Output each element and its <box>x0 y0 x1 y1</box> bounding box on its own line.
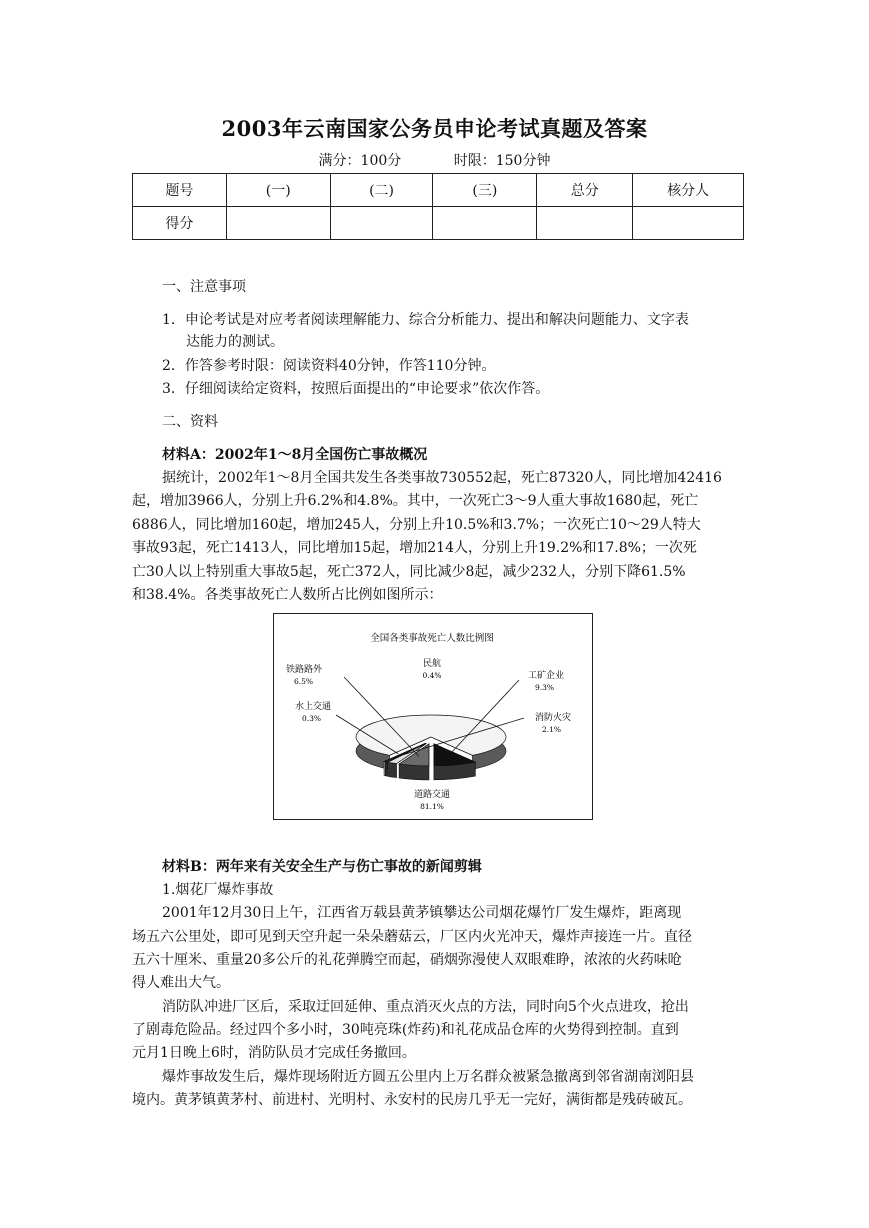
score-header-cell: (一) <box>226 174 330 207</box>
material-b-line: 得人难出大气。 <box>132 975 230 991</box>
chart-title: 全国各类事故死亡人数比例图 <box>370 633 494 644</box>
notice-heading: 一、注意事项 <box>162 279 246 295</box>
pie-value-label: 2.1% <box>541 725 561 734</box>
pie-value-label: 6.5% <box>294 677 314 686</box>
pie-value-label: 0.3% <box>301 714 321 723</box>
notice-item-3: 3．仔细阅读给定资料，按照后面提出的“申论要求”依次作答。 <box>162 381 550 397</box>
score-cell[interactable] <box>633 207 744 240</box>
material-b-line: 了剧毒危险品。经过四个多小时，30吨亮珠(炸药)和礼花成品仓库的火势得到控制。直到 <box>132 1022 679 1038</box>
pie-category-label: 民航 <box>422 659 442 669</box>
score-cell[interactable] <box>433 207 537 240</box>
pie-value-label: 9.3% <box>534 683 554 692</box>
pie-category-label: 水上交通 <box>294 702 331 712</box>
pie-category-label: 消防火灾 <box>534 713 571 723</box>
score-row-label: 得分 <box>133 207 227 240</box>
score-table <box>132 173 744 240</box>
material-a-line: 亡30人以上特别重大事故5起，死亡372人，同比减少8起，减少232人，分别下降61.5% <box>132 564 686 580</box>
material-b-line: 消防队冲进厂区后，采取迂回延伸、重点消灭火点的方法，同时向5个火点进攻，抢出 <box>162 999 689 1015</box>
score-header-cell: 核分人 <box>633 174 744 207</box>
pie-category-label: 铁路路外 <box>286 665 323 675</box>
score-table-score-row <box>133 207 744 240</box>
full-score: 满分：100分 <box>318 153 402 169</box>
material-b-line: 2001年12月30日上午，江西省万载县黄茅镇攀达公司烟花爆竹厂发生爆炸，距离现 <box>162 905 682 921</box>
score-cell[interactable] <box>330 207 433 240</box>
score-header-cell: 总分 <box>537 174 633 207</box>
material-a-line: 据统计，2002年1～8月全国共发生各类事故730552起，死亡87320人，同比增加42416 <box>162 470 722 486</box>
material-a-line: 6886人，同比增加160起，增加245人，分别上升10.5%和3.7%；一次死亡10～29人特大 <box>132 517 701 533</box>
exam-meta <box>0 150 869 170</box>
material-b-line: 五六十厘米、重量20多公斤的礼花弹腾空而起，硝烟弥漫使人双眼难睁，浓浓的火药味呛 <box>132 952 682 968</box>
pie-chart <box>274 614 591 818</box>
notice-item-1-cont: 达能力的测试。 <box>186 334 284 350</box>
materials-heading: 二、资料 <box>162 414 218 430</box>
pie-value-label: 81.1% <box>420 802 444 811</box>
pie-category-label: 工矿企业 <box>527 671 564 681</box>
material-b-title: 材料B：两年来有关安全生产与伤亡事故的新闻剪辑 <box>162 859 482 875</box>
material-b-line: 爆炸事故发生后，爆炸现场附近方圆五公里内上万名群众被紧急撤离到邻省湖南浏阳县 <box>162 1069 694 1085</box>
score-table-header-row <box>133 174 744 207</box>
pie-value-label: 0.4% <box>422 671 442 680</box>
pie-chart-frame <box>273 613 593 820</box>
material-a-line: 起，增加3966人，分别上升6.2%和4.8%。其中，一次死亡3～9人重大事故1680起，死亡 <box>132 493 699 509</box>
pie-category-label: 道路交通 <box>413 790 451 800</box>
score-header-cell: (二) <box>330 174 433 207</box>
pie-slice <box>356 715 506 755</box>
material-a-line: 和38.4%。各类事故死亡人数所占比例如图所示： <box>132 587 443 603</box>
score-header-cell: 题号 <box>133 174 227 207</box>
notice-item-2: 2．作答参考时限：阅读资料40分钟，作答110分钟。 <box>162 358 496 374</box>
material-b-line: 境内。黄茅镇黄茅村、前进村、光明村、永安村的民房几乎无一完好，满街都是残砖破瓦。 <box>132 1092 692 1108</box>
page-title: 2003年云南国家公务员申论考试真题及答案 <box>221 116 648 141</box>
material-b-line: 场五六公里处，即可见到天空升起一朵朵蘑菇云，厂区内火光冲天，爆炸声接连一片。直径 <box>132 929 692 945</box>
score-cell[interactable] <box>537 207 633 240</box>
material-a-title: 材料A：2002年1～8月全国伤亡事故概况 <box>162 447 428 463</box>
material-b-line: 元月1日晚上6时，消防队员才完成任务撤回。 <box>132 1045 416 1061</box>
score-header-cell: (三) <box>433 174 537 207</box>
material-a-line: 事故93起，死亡1413人，同比增加15起，增加214人，分别上升19.2%和17.8%；一次死 <box>132 540 697 556</box>
notice-item-1: 1．申论考试是对应考者阅读理解能力、综合分析能力、提出和解决问题能力、文字表 <box>162 312 689 328</box>
time-limit: 时限：150分钟 <box>453 153 551 169</box>
score-cell[interactable] <box>226 207 330 240</box>
material-b-subtitle: 1.烟花厂爆炸事故 <box>162 882 274 898</box>
